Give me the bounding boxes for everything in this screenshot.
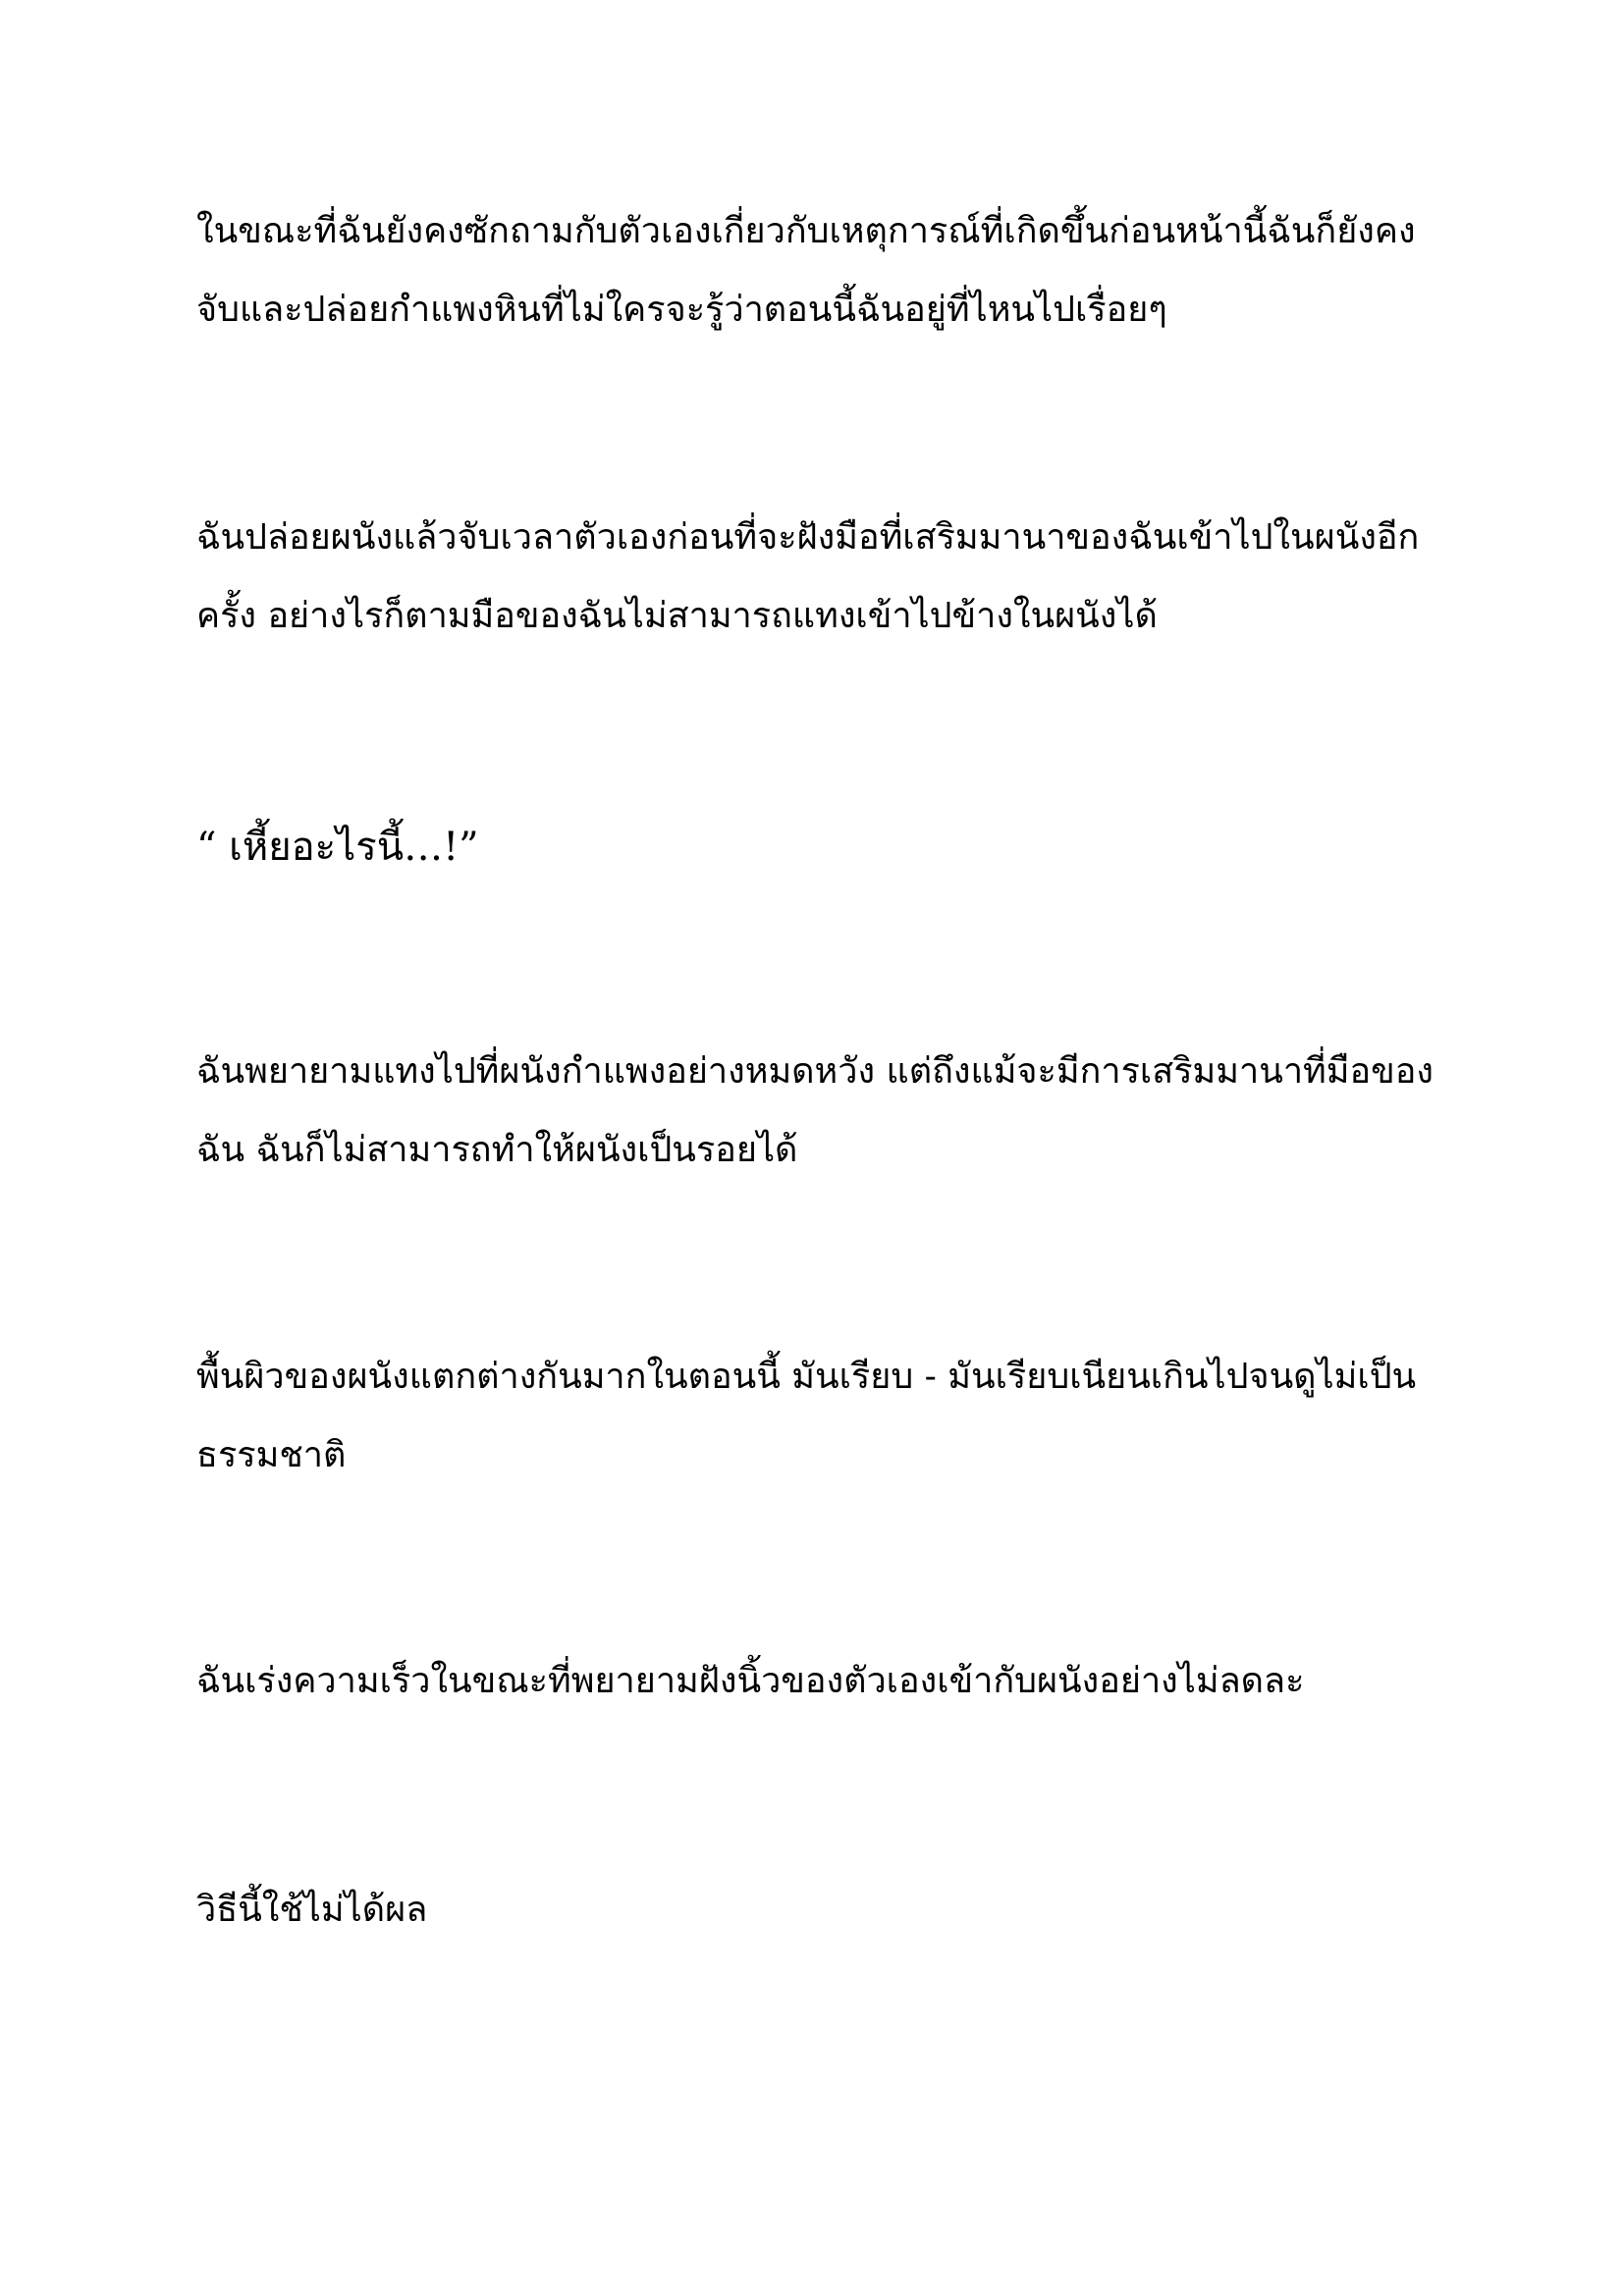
paragraph-6 [196, 1642, 1443, 1721]
paragraph-line: พื้นผิวของผนังแตกต่างกันมากในตอนนี้ มันเรียบ - มันเรียบเนียนเกินไปจนดูไม่เป็น [196, 1357, 1417, 1397]
paragraph-line: วิธีนี้ใช้ไม่ได้ผล [196, 1890, 428, 1930]
paragraph-line: ธรรมชาติ [196, 1435, 347, 1475]
paragraph-line: “ เหี้ยอะไรนี้…!” [196, 825, 479, 870]
dialogue-line [196, 808, 1443, 886]
paragraph-line: ฉันเร่งความเร็วในขณะที่พยายามฝังนิ้วของตัวเองเข้ากับผนังอย่างไม่ลดละ [196, 1661, 1305, 1701]
paragraph-line: ครั้ง อย่างไรก็ตามมือของฉันไม่สามารถแทงเข้าไปข้างในผนังได้ [196, 596, 1158, 636]
paragraph-1 [196, 192, 1443, 349]
paragraph-7 [196, 1871, 1443, 1949]
paragraph-line: ฉันปล่อยผนังแล้วจับเวลาตัวเองก่อนที่จะฝังมือที่เสริมมานาของฉันเข้าไปในผนังอีก [196, 517, 1420, 558]
paragraph-5 [196, 1338, 1443, 1495]
paragraph-line: จับและปล่อยกำแพงหินที่ไม่ใครจะรู้ว่าตอนนี้ฉันอยู่ที่ไหนไปเรื่อยๆ [196, 290, 1167, 330]
paragraph-2 [196, 499, 1443, 656]
paragraph-4 [196, 1033, 1443, 1190]
paragraph-line: ฉันพยายามแทงไปที่ผนังกำแพงอย่างหมดหวัง แต่ถึงแม้จะมีการเสริมมานาที่มือของ [196, 1051, 1434, 1092]
paragraph-line: ในขณะที่ฉันยังคงซักถามกับตัวเองเกี่ยวกับเหตุการณ์ที่เกิดขึ้นก่อนหน้านี้ฉันก็ยังคง [196, 211, 1416, 251]
paragraph-line: ฉัน ฉันก็ไม่สามารถทำให้ผนังเป็นรอยได้ [196, 1130, 798, 1170]
